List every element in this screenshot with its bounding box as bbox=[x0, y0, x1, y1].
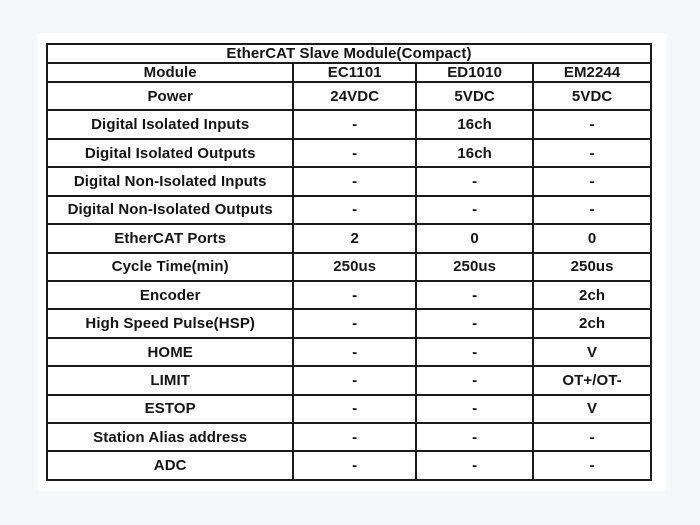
column-header-ed1010: ED1010 bbox=[416, 63, 533, 82]
cell-value: - bbox=[293, 309, 416, 337]
cell-value: V bbox=[533, 395, 651, 423]
table-row bbox=[47, 338, 651, 366]
cell-value: - bbox=[293, 196, 416, 224]
table-row bbox=[47, 395, 651, 423]
cell-value: 2ch bbox=[533, 309, 651, 337]
table-row bbox=[47, 110, 651, 138]
cell-value: 250us bbox=[533, 253, 651, 281]
row-label: HOME bbox=[47, 338, 293, 366]
cell-value: - bbox=[533, 423, 651, 451]
row-label: Digital Isolated Inputs bbox=[47, 110, 293, 138]
row-label: Digital Non-Isolated Outputs bbox=[47, 196, 293, 224]
cell-value: 5VDC bbox=[533, 82, 651, 110]
cell-value: - bbox=[416, 167, 533, 195]
row-label: LIMIT bbox=[47, 366, 293, 394]
cell-value: - bbox=[293, 451, 416, 480]
table-row bbox=[47, 224, 651, 252]
row-label: Station Alias address bbox=[47, 423, 293, 451]
cell-value: - bbox=[416, 309, 533, 337]
cell-value: - bbox=[416, 366, 533, 394]
cell-value: - bbox=[533, 139, 651, 167]
row-label: Digital Non-Isolated Inputs bbox=[47, 167, 293, 195]
row-label: Encoder bbox=[47, 281, 293, 309]
cell-value: V bbox=[533, 338, 651, 366]
row-label: Cycle Time(min) bbox=[47, 253, 293, 281]
cell-value: - bbox=[416, 423, 533, 451]
table-row bbox=[47, 281, 651, 309]
cell-value: - bbox=[293, 110, 416, 138]
cell-value: - bbox=[416, 395, 533, 423]
cell-value: OT+/OT- bbox=[533, 366, 651, 394]
table-row bbox=[47, 451, 651, 480]
cell-value: - bbox=[293, 423, 416, 451]
cell-value: - bbox=[533, 196, 651, 224]
cell-value: 2ch bbox=[533, 281, 651, 309]
cell-value: - bbox=[533, 167, 651, 195]
cell-value: - bbox=[416, 451, 533, 480]
cell-value: - bbox=[293, 167, 416, 195]
cell-value: - bbox=[293, 139, 416, 167]
row-label: High Speed Pulse(HSP) bbox=[47, 309, 293, 337]
row-label: EtherCAT Ports bbox=[47, 224, 293, 252]
cell-value: - bbox=[293, 395, 416, 423]
cell-value: - bbox=[416, 281, 533, 309]
column-header-ec1101: EC1101 bbox=[293, 63, 416, 82]
cell-value: 16ch bbox=[416, 110, 533, 138]
cell-value: - bbox=[416, 196, 533, 224]
cell-value: - bbox=[293, 281, 416, 309]
cell-value: 16ch bbox=[416, 139, 533, 167]
cell-value: 0 bbox=[533, 224, 651, 252]
table-header-row bbox=[47, 63, 651, 82]
row-label: Digital Isolated Outputs bbox=[47, 139, 293, 167]
table-row bbox=[47, 196, 651, 224]
table-row bbox=[47, 139, 651, 167]
content-sheet bbox=[38, 33, 666, 491]
cell-value: - bbox=[533, 451, 651, 480]
cell-value: 0 bbox=[416, 224, 533, 252]
cell-value: 250us bbox=[416, 253, 533, 281]
cell-value: 2 bbox=[293, 224, 416, 252]
table-title-row bbox=[47, 44, 651, 63]
table-row bbox=[47, 82, 651, 110]
table-row bbox=[47, 253, 651, 281]
table-title: EtherCAT Slave Module(Compact) bbox=[47, 44, 651, 63]
row-label: Power bbox=[47, 82, 293, 110]
column-header-module: Module bbox=[47, 63, 293, 82]
spec-table bbox=[46, 43, 652, 481]
cell-value: - bbox=[533, 110, 651, 138]
table-row bbox=[47, 309, 651, 337]
row-label: ADC bbox=[47, 451, 293, 480]
cell-value: - bbox=[293, 338, 416, 366]
cell-value: 5VDC bbox=[416, 82, 533, 110]
column-header-em2244: EM2244 bbox=[533, 63, 651, 82]
table-row bbox=[47, 366, 651, 394]
row-label: ESTOP bbox=[47, 395, 293, 423]
spec-table-body bbox=[47, 82, 651, 480]
cell-value: - bbox=[416, 338, 533, 366]
cell-value: - bbox=[293, 366, 416, 394]
cell-value: 250us bbox=[293, 253, 416, 281]
cell-value: 24VDC bbox=[293, 82, 416, 110]
table-row bbox=[47, 423, 651, 451]
table-row bbox=[47, 167, 651, 195]
